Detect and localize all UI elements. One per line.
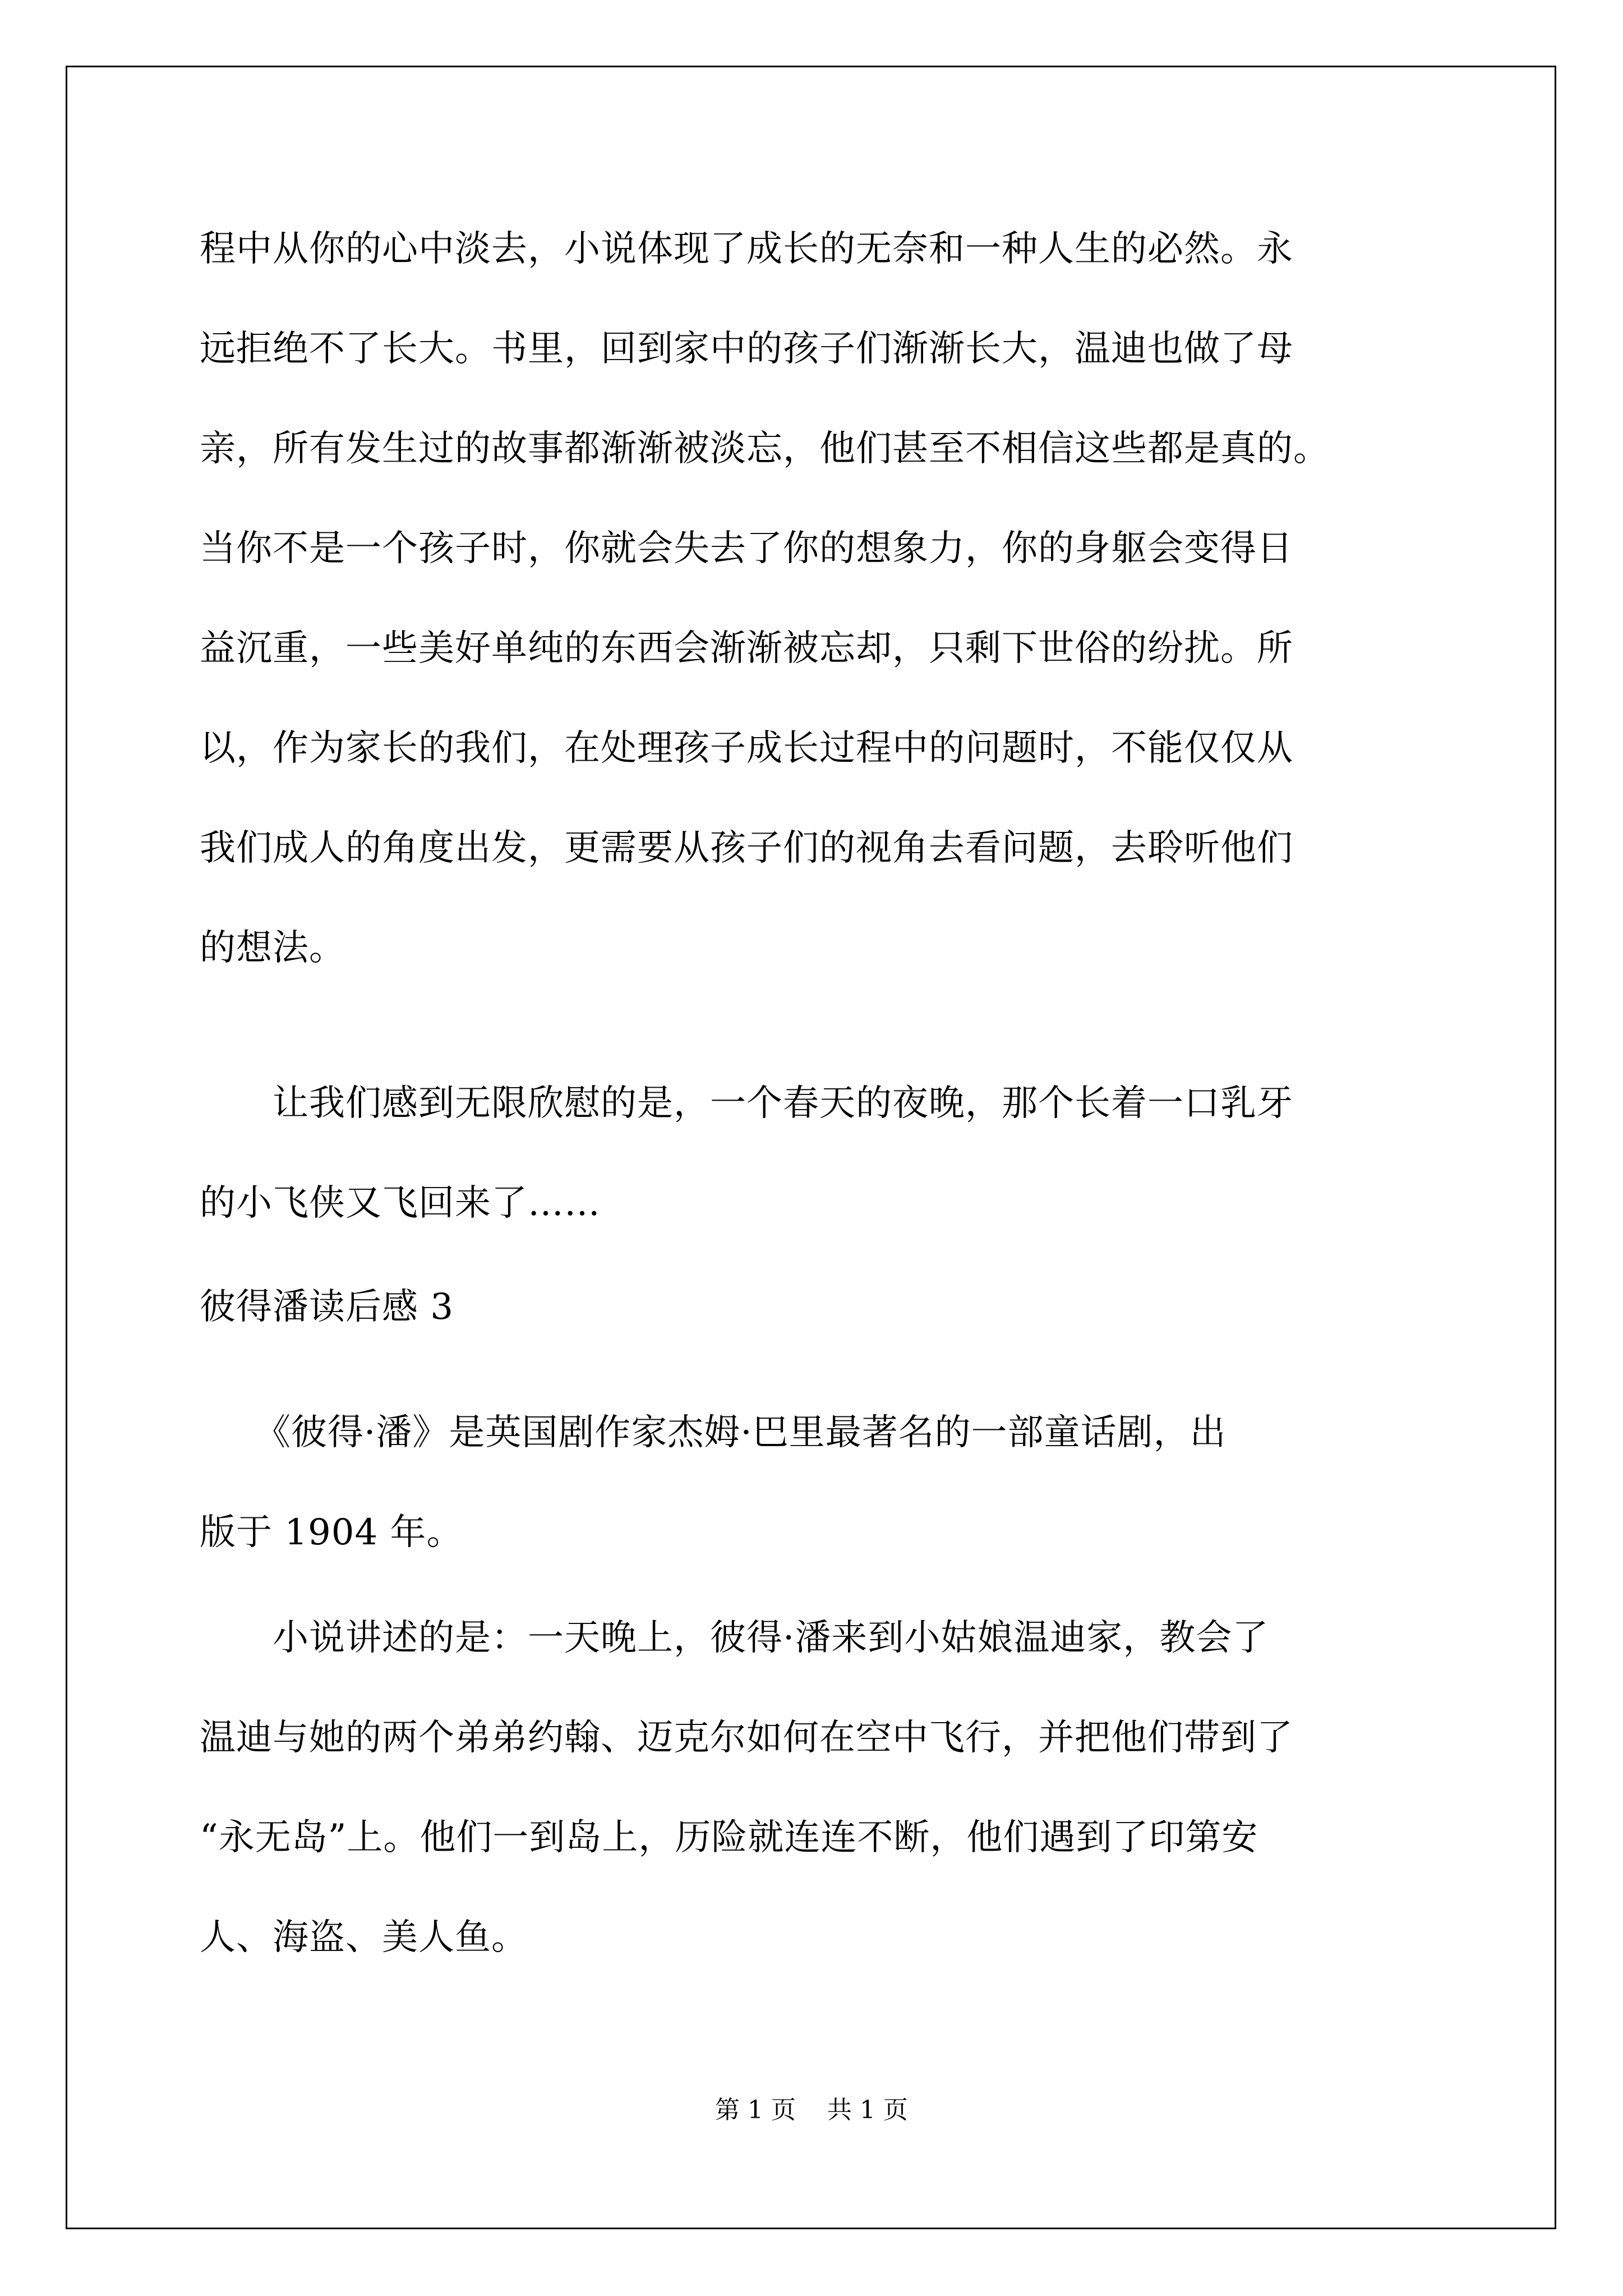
text-line: 版于 1904 年。 — [200, 1512, 463, 1553]
text-line: 亲，所有发生过的故事都渐渐被淡忘，他们甚至不相信这些都是真的。 — [200, 428, 1330, 470]
text-line: 《彼得·潘》是英国剧作家杰姆·巴里最著名的一部童话剧，出 — [200, 1412, 1227, 1453]
text-line: 的想法。 — [200, 927, 345, 969]
text-line: 人、海盗、美人鱼。 — [200, 1917, 528, 1958]
text-line: “永无岛”上。他们一到岛上，历险就连连不断，他们遇到了印第安 — [200, 1817, 1258, 1858]
text-line: 远拒绝不了长大。书里，回到家中的孩子们渐渐长大，温迪也做了母 — [200, 328, 1293, 370]
text-line: 当你不是一个孩子时，你就会失去了你的想象力，你的身躯会变得日 — [200, 528, 1293, 569]
text-line: 小说讲述的是：一天晚上，彼得·潘来到小姑娘温迪家，教会了 — [200, 1617, 1269, 1659]
page-border — [66, 66, 1556, 2229]
text-line: 程中从你的心中淡去，小说体现了成长的无奈和一种人生的必然。永 — [200, 228, 1293, 270]
section-heading: 彼得潘读后感 3 — [200, 1286, 454, 1328]
text-line: 以，作为家长的我们，在处理孩子成长过程中的问题时，不能仅仅从 — [200, 728, 1293, 769]
text-line: 益沉重，一些美好单纯的东西会渐渐被忘却，只剩下世俗的纷扰。所 — [200, 628, 1293, 669]
page-footer: 第 1 页 共 1 页 — [715, 2096, 908, 2124]
text-line: 我们成人的角度出发，更需要从孩子们的视角去看问题，去聆听他们 — [200, 827, 1293, 869]
text-line: 让我们感到无限欣慰的是，一个春天的夜晚，那个长着一口乳牙 — [200, 1083, 1293, 1124]
text-line: 的小飞侠又飞回来了…… — [200, 1182, 601, 1224]
text-line: 温迪与她的两个弟弟约翰、迈克尔如何在空中飞行，并把他们带到了 — [200, 1717, 1293, 1759]
